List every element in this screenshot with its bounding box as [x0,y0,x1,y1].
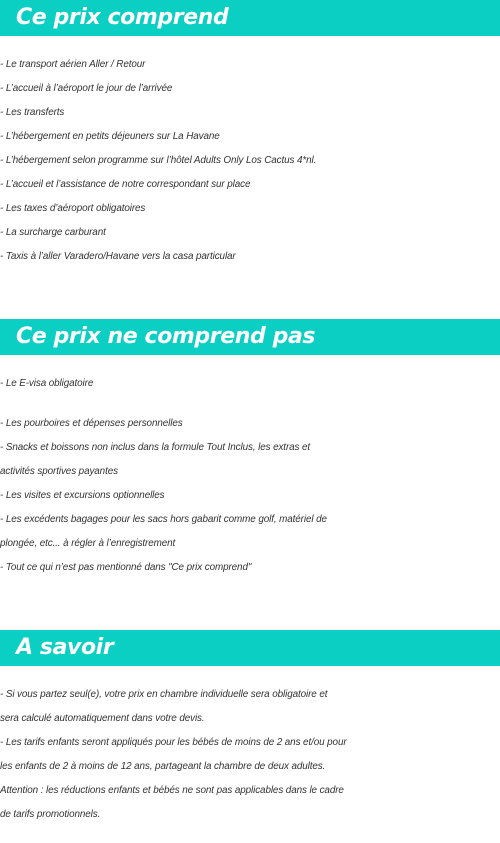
list-item-continuation: activités sportives payantes [0,466,118,477]
not-included-section-title: Ce prix ne comprend pas [0,319,500,355]
info-line: sera calculé automatiquement dans votre devis. [0,713,205,724]
to-know-text [0,683,500,827]
included-section-title: Ce prix comprend [0,0,500,36]
list-item: - L’accueil et l’assistance de notre correspondant sur place [0,179,251,190]
list-item: - L’accueil à l’aéroport le jour de l’arrivée [0,83,173,94]
list-item-continuation: plongée, etc... à régler à l’enregistrement [0,538,176,549]
list-item: - L’hébergement en petits déjeuners sur La Havane [0,131,220,142]
list-item: - Snacks et boissons non inclus dans la formule Tout Inclus, les extras et [0,442,311,453]
list-item: - Le E-visa obligatoire [0,378,94,389]
list-item: - Les visites et excursions optionnelles [0,490,165,501]
info-line: - Si vous partez seul(e), votre prix en chambre individuelle sera obligatoire et [0,689,328,700]
not-included-list [0,372,500,580]
list-item: - Tout ce qui n’est pas mentionné dans "Ce prix comprend" [0,562,252,573]
list-item: - Les pourboires et dépenses personnelles [0,418,183,429]
info-line: de tarifs promotionnels. [0,809,101,820]
list-item: - Les taxes d’aéroport obligatoires [0,203,146,214]
list-item: - Les transferts [0,107,65,118]
list-item: - Les excédents bagages pour les sacs hors gabarit comme golf, matériel de [0,514,327,525]
included-list [0,53,500,269]
list-item: - La surcharge carburant [0,227,106,238]
list-item: - L’hébergement selon programme sur l’hôtel Adults Only Los Cactus 4*nl. [0,155,317,166]
info-line: Attention : les réductions enfants et bébés ne sont pas applicables dans le cadre [0,785,344,796]
to-know-section-title: A savoir [0,630,500,666]
info-line: - Les tarifs enfants seront appliqués pour les bébés de moins de 2 ans et/ou pour [0,737,347,748]
list-item: - Le transport aérien Aller / Retour [0,59,146,70]
spacer [0,396,500,412]
list-item: - Taxis à l’aller Varadero/Havane vers la casa particular [0,251,236,262]
info-line: les enfants de 2 à moins de 12 ans, partageant la chambre de deux adultes. [0,761,326,772]
